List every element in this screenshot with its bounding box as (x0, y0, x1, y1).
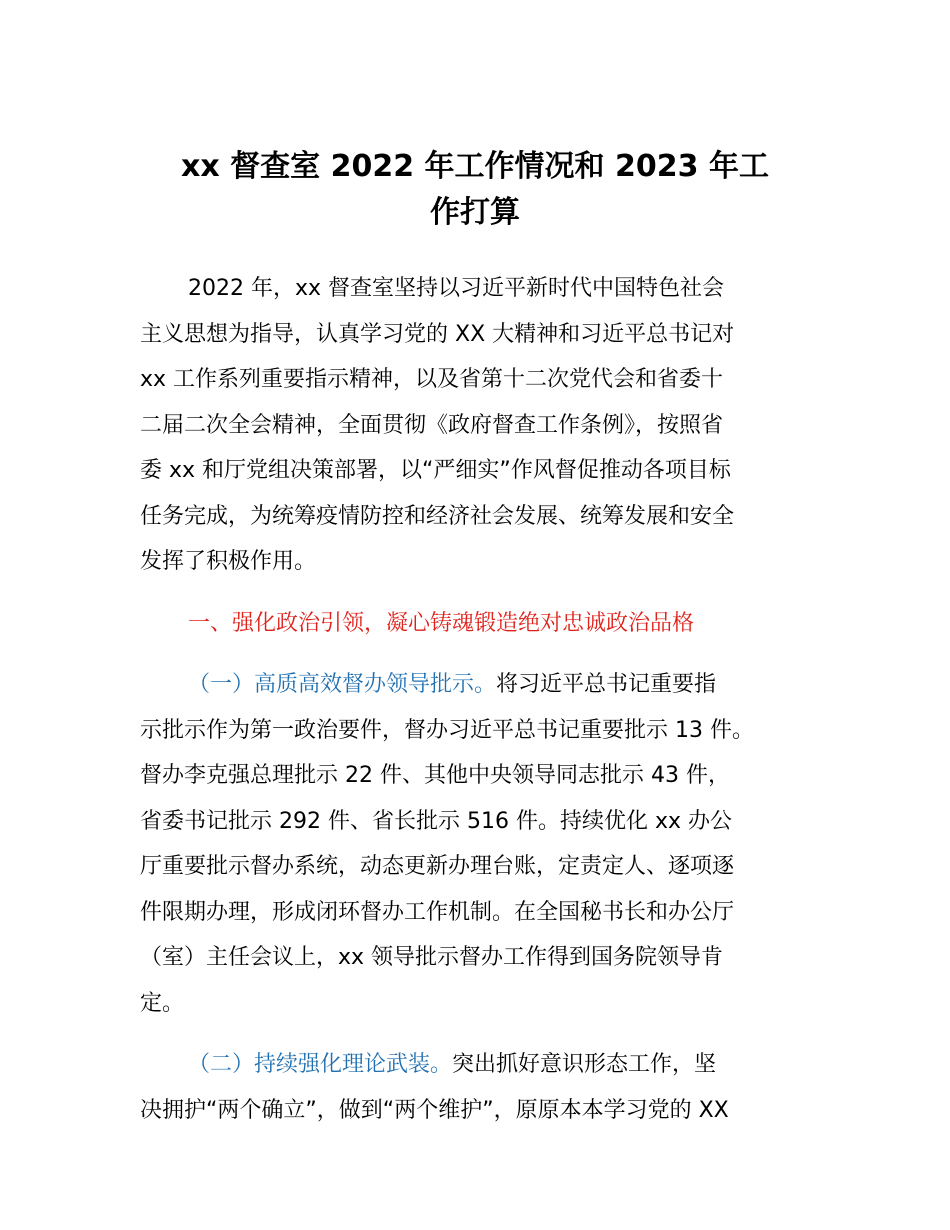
subsection-1-first-line (140, 662, 820, 708)
subsection-1-paragraph (140, 662, 820, 1026)
subsection-1-line: 厅重要批示督办系统，动态更新办理台账，定责定人、逐项逐 (140, 854, 735, 879)
subsection-1-line: （室）主任会议上，xx 领导批示督办工作得到国务院领导肯 (140, 945, 724, 970)
subsection-1-first-line-text: 将习近平总书记重要指 (496, 672, 717, 697)
subsection-2-paragraph (140, 1042, 820, 1133)
intro-line: 任务完成，为统筹疫情防控和经济社会发展、统筹发展和安全 (140, 503, 735, 529)
section-1-heading-text: 一、强化政治引领，凝心铸魂锻造绝对忠诚政治品格 (188, 610, 695, 636)
subsection-1-line: 督办李克强总理批示 22 件、其他中央领导同志批示 43 件， (140, 763, 730, 788)
paragraph-gap (140, 1026, 820, 1042)
intro-line: xx 工作系列重要指示精神，以及省第十二次党代会和省委十 (140, 367, 724, 392)
title-line-2: 作打算 (430, 195, 520, 230)
subsection-2-heading: （二）持续强化理论武装。 (188, 1052, 453, 1077)
subsection-1-line: 省委书记批示 292 件、省长批示 516 件。持续优化 xx 办公 (140, 808, 732, 834)
paragraph-gap (140, 585, 820, 601)
intro-paragraph (140, 266, 820, 585)
document-body (140, 266, 820, 1133)
subsection-1-line: 件限期办理，形成闭环督办工作机制。在全国秘书长和办公厅 (140, 899, 735, 925)
subsection-1-heading: （一）高质高效督办领导批示。 (188, 672, 497, 697)
subsection-2-first-line-text: 突出抓好意识形态工作，坚 (452, 1052, 717, 1077)
paragraph-gap (140, 646, 820, 662)
subsection-2-line: 决拥护“两个确立”，做到“两个维护”，原原本本学习党的 XX (140, 1097, 729, 1123)
intro-line: 2022 年，xx 督查室坚持以习近平新时代中国特色社会 (188, 276, 725, 301)
intro-line: 委 xx 和厅党组决策部署，以“严细实”作风督促推动各项目标 (140, 458, 731, 483)
title-line-1: xx 督查室 2022 年工作情况和 2023 年工 (181, 149, 769, 184)
document-title (140, 144, 810, 236)
intro-line: 主义思想为指导，认真学习党的 XX 大精神和习近平总书记对 (140, 321, 735, 347)
subsection-2-first-line (140, 1042, 820, 1088)
subsection-1-line: 示批示作为第一政治要件，督办习近平总书记重要批示 13 件。 (140, 717, 754, 743)
subsection-1-line: 定。 (140, 990, 185, 1016)
intro-line: 发挥了积极作用。 (140, 549, 317, 574)
section-1-heading (140, 601, 820, 647)
intro-line: 二届二次全会精神，全面贯彻《政府督查工作条例》，按照省 (140, 412, 724, 438)
